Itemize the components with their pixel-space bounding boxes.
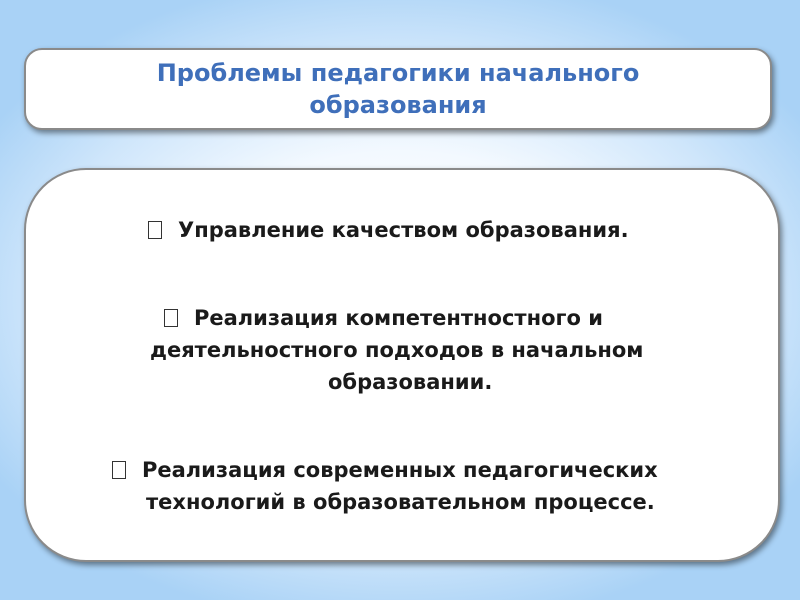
title-panel (24, 48, 772, 130)
bullet-icon (112, 461, 126, 479)
content-panel (24, 168, 780, 562)
bullet-icon (148, 221, 162, 239)
bullet-icon (164, 309, 178, 327)
list-item-text: Управление качеством образования. (178, 218, 629, 242)
list-item-text: технологий в образовательном процессе. (146, 490, 655, 514)
list-item (148, 214, 629, 246)
slide-title: Проблемы педагогики начального образования (156, 59, 640, 119)
list-item-text: Реализация компетентностного и (194, 306, 603, 330)
list-item-text: Реализация современных педагогических (142, 458, 658, 482)
list-item-text: образовании. (328, 370, 493, 394)
list-item (112, 454, 658, 514)
list-item (150, 302, 644, 394)
list-item-text: деятельностного подходов в начальном (150, 338, 644, 362)
